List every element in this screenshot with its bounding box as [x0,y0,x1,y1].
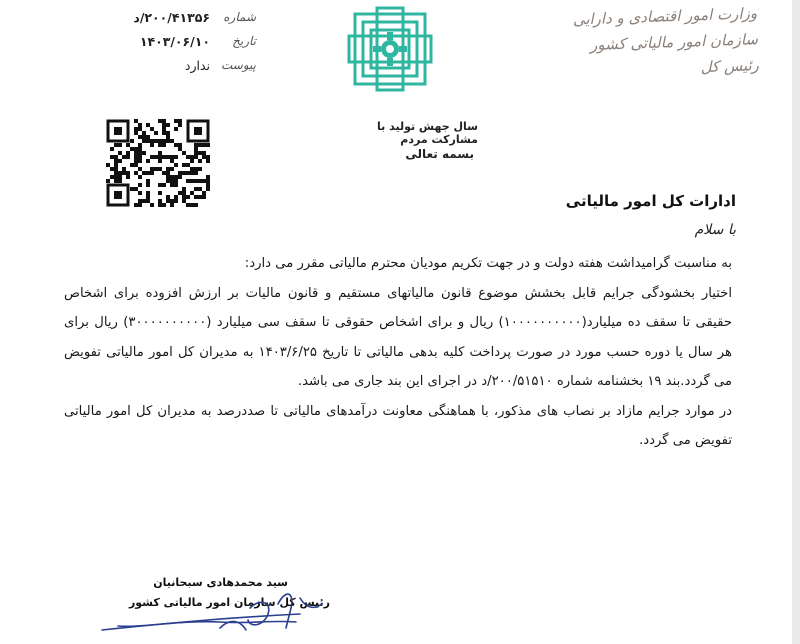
qr-module [138,151,142,155]
qr-module [198,187,202,191]
meta-label: پیوست [221,58,256,72]
qr-module [170,199,174,203]
bismillah: بسمه تعالی [405,147,474,161]
qr-module [174,127,178,131]
letter-body [64,249,732,456]
qr-module [158,159,162,163]
qr-module [166,155,170,159]
qr-module [126,143,130,147]
qr-module [166,175,170,179]
ministry-line: رئیس کل [700,56,760,77]
qr-module [150,167,154,171]
qr-module [130,139,134,143]
qr-module [114,171,118,175]
qr-module [106,179,110,183]
qr-module [178,171,182,175]
qr-module [182,191,186,195]
qr-module [138,199,142,203]
qr-module [190,167,194,171]
qr-module [182,187,186,191]
qr-module [146,159,150,163]
qr-module [174,195,178,199]
qr-module [134,187,138,191]
qr-module [194,143,198,147]
qr-module [134,171,138,175]
qr-module [150,143,154,147]
qr-module [182,163,186,167]
qr-module [142,199,146,203]
qr-module [162,171,166,175]
qr-module [170,155,174,159]
qr-module [146,171,150,175]
qr-module [190,179,194,183]
qr-module [134,127,138,131]
qr-module [174,155,178,159]
qr-module [194,167,198,171]
qr-module [178,119,182,123]
qr-module [162,119,166,123]
ministry-header [537,0,760,86]
qr-module [126,171,130,175]
letter-number: ۲۰۰/۴۱۳۵۶/د [133,10,210,25]
qr-module [122,171,126,175]
qr-module [142,135,146,139]
qr-module [138,123,142,127]
qr-module [126,175,130,179]
qr-module [138,147,142,151]
qr-module [106,163,110,167]
qr-module [178,191,182,195]
qr-module [138,167,142,171]
qr-module [166,171,170,175]
recipient: ادارات کل امور مالیاتی [565,192,736,210]
qr-module [162,183,166,187]
qr-module [162,123,166,127]
meta-label: شماره [223,10,256,24]
qr-module [206,175,210,179]
qr-module [206,187,210,191]
qr-module [138,191,142,195]
qr-module [142,151,146,155]
qr-module [186,179,190,183]
qr-module [194,147,198,151]
qr-module [190,155,194,159]
qr-code [106,119,210,207]
qr-module [182,195,186,199]
qr-module [130,163,134,167]
qr-module [146,191,150,195]
qr-module [174,163,178,167]
qr-module [114,175,118,179]
qr-module [186,171,190,175]
qr-module [186,155,190,159]
qr-module [166,131,170,135]
qr-module [158,167,162,171]
qr-module [190,159,194,163]
qr-module [118,151,122,155]
meta-attachment-row [86,56,256,80]
ministry-line: سازمان امور مالیاتی کشور [589,30,759,55]
qr-module [146,179,150,183]
qr-module [202,179,206,183]
qr-module [166,179,170,183]
qr-module [162,143,166,147]
qr-module [126,151,130,155]
qr-module [138,135,142,139]
qr-module [138,127,142,131]
letter-date: ۱۴۰۳/۰۶/۱۰ [139,34,210,49]
qr-module [166,135,170,139]
qr-module [186,163,190,167]
qr-module [114,179,118,183]
qr-module [162,127,166,131]
qr-module [114,159,118,163]
qr-module [202,191,206,195]
qr-module [110,167,114,171]
qr-module [146,123,150,127]
qr-module [194,195,198,199]
qr-module [118,159,122,163]
signatory-title: رئیس کل سازمان امور مالیاتی کشور [128,596,330,609]
qr-module [150,155,154,159]
meta-label: تاریخ [232,34,256,48]
qr-module [154,139,158,143]
qr-module [138,175,142,179]
body-paragraph: به مناسبت گرامیداشت هفته دولت و در جهت تکریم مودیان محترم مالیاتی مقرر می دارد: [244,256,732,271]
qr-module [170,139,174,143]
qr-module [146,135,150,139]
qr-module [198,143,202,147]
qr-module [150,203,154,207]
qr-module [138,183,142,187]
qr-module [150,171,154,175]
qr-module [162,155,166,159]
qr-module [186,195,190,199]
qr-module [182,199,186,203]
qr-module [194,187,198,191]
qr-module [166,199,170,203]
qr-module [194,179,198,183]
qr-module [158,183,162,187]
qr-module [138,143,142,147]
qr-module [118,171,122,175]
qr-module [166,167,170,171]
qr-module [194,155,198,159]
qr-module [142,171,146,175]
qr-module [118,179,122,183]
qr-module [154,155,158,159]
qr-module [190,203,194,207]
qr-module [174,199,178,203]
qr-module [146,139,150,143]
qr-module [170,167,174,171]
qr-module [190,191,194,195]
qr-module [146,199,150,203]
qr-module [122,155,126,159]
qr-module [158,143,162,147]
qr-module [198,179,202,183]
handwritten-signature [100,568,340,638]
meta-date-row [86,32,256,56]
qr-module [146,183,150,187]
letter-attachment: ندارد [184,58,210,73]
qr-module [202,195,206,199]
qr-module [134,155,138,159]
qr-module [114,143,118,147]
qr-module [194,151,198,155]
year-slogan: سال جهش تولید با مشارکت مردم [377,120,478,146]
qr-module [174,179,178,183]
qr-module [158,119,162,123]
body-paragraph: در موارد جرایم مازاد بر نصاب های مذکور، با هماهنگی معاونت درآمدهای مالیاتی تا صددرصد به مدیران کل امور مالیاتی تفویض می گردد. [64,403,732,448]
qr-module [110,147,114,151]
qr-module [138,155,142,159]
meta-number-row [86,8,256,32]
qr-module [138,203,142,207]
qr-module [162,131,166,135]
qr-module [186,203,190,207]
qr-module [158,151,162,155]
qr-module [182,171,186,175]
letter-meta [86,8,256,80]
qr-module [178,147,182,151]
qr-module [134,159,138,163]
qr-module [202,143,206,147]
page-edge [792,0,800,644]
qr-module [206,143,210,147]
qr-module [206,179,210,183]
qr-module [198,159,202,163]
qr-module [158,203,162,207]
qr-module [178,123,182,127]
qr-module [134,131,138,135]
qr-module [110,155,114,159]
qr-module [166,123,170,127]
qr-module [118,175,122,179]
qr-module [142,139,146,143]
tax-organization-logo [347,6,433,92]
qr-module [134,147,138,151]
qr-module [126,155,130,159]
qr-module [162,139,166,143]
qr-module [174,119,178,123]
qr-module [170,179,174,183]
qr-module [114,155,118,159]
qr-module [134,151,138,155]
qr-module [174,183,178,187]
qr-module [130,147,134,151]
qr-module [110,175,114,179]
qr-module [150,139,154,143]
qr-module [206,183,210,187]
qr-module [182,151,186,155]
qr-module [194,203,198,207]
qr-module [122,167,126,171]
qr-module [206,159,210,163]
qr-module [190,171,194,175]
qr-module [194,171,198,175]
qr-module [170,159,174,163]
qr-module [158,199,162,203]
qr-module [114,167,118,171]
qr-module [142,131,146,135]
qr-module [166,139,170,143]
qr-module [158,139,162,143]
ministry-line: وزارت امور اقتصادی و دارایی [572,4,758,29]
signatory-name: سید محمدهادی سبحانیان [153,576,288,589]
qr-module [134,203,138,207]
qr-module [138,159,142,163]
qr-module [162,203,166,207]
greeting: با سلام [694,222,736,238]
qr-module [174,143,178,147]
qr-module [174,175,178,179]
qr-module [198,195,202,199]
body-paragraph: اختیار بخشودگی جرایم قابل بخشش موضوع قانون مالیاتهای مستقیم و قانون مالیات بر ارزش افزوده برای اشخاص حقیقی تا سقف ده میلیارد(۱۰۰۰۰۰۰۰۰۰۰) ریال و برای اشخاص حقوقی تا سقف سی میلیارد (۳۰۰۰۰۰۰۰۰۰۰) ریال برای هر سال یا دوره حسب مورد در صورت پرداخت کلیه بدهی مالیاتی تا تاریخ ۱۴۰۳/۶/۲۵ به مدیران کل امور مالیاتی تفویض می گردد.بند ۱۹ بخشنامه شماره ۲۰۰/۵۱۵۱۰/د در اجرای این بند جاری می باشد. [64,285,732,389]
qr-module [178,143,182,147]
qr-module [114,163,118,167]
qr-module [154,167,158,171]
qr-module [130,187,134,191]
qr-module [166,195,170,199]
qr-module [170,183,174,187]
qr-module [170,203,174,207]
qr-module [202,155,206,159]
qr-module [146,195,150,199]
qr-module [170,175,174,179]
qr-module [134,163,138,167]
qr-module [158,155,162,159]
qr-module [134,119,138,123]
qr-module [118,143,122,147]
qr-module [206,155,210,159]
qr-module [178,175,182,179]
qr-module [202,151,206,155]
qr-module [158,191,162,195]
qr-module [150,127,154,131]
qr-module [198,151,202,155]
qr-module [154,131,158,135]
qr-module [198,167,202,171]
